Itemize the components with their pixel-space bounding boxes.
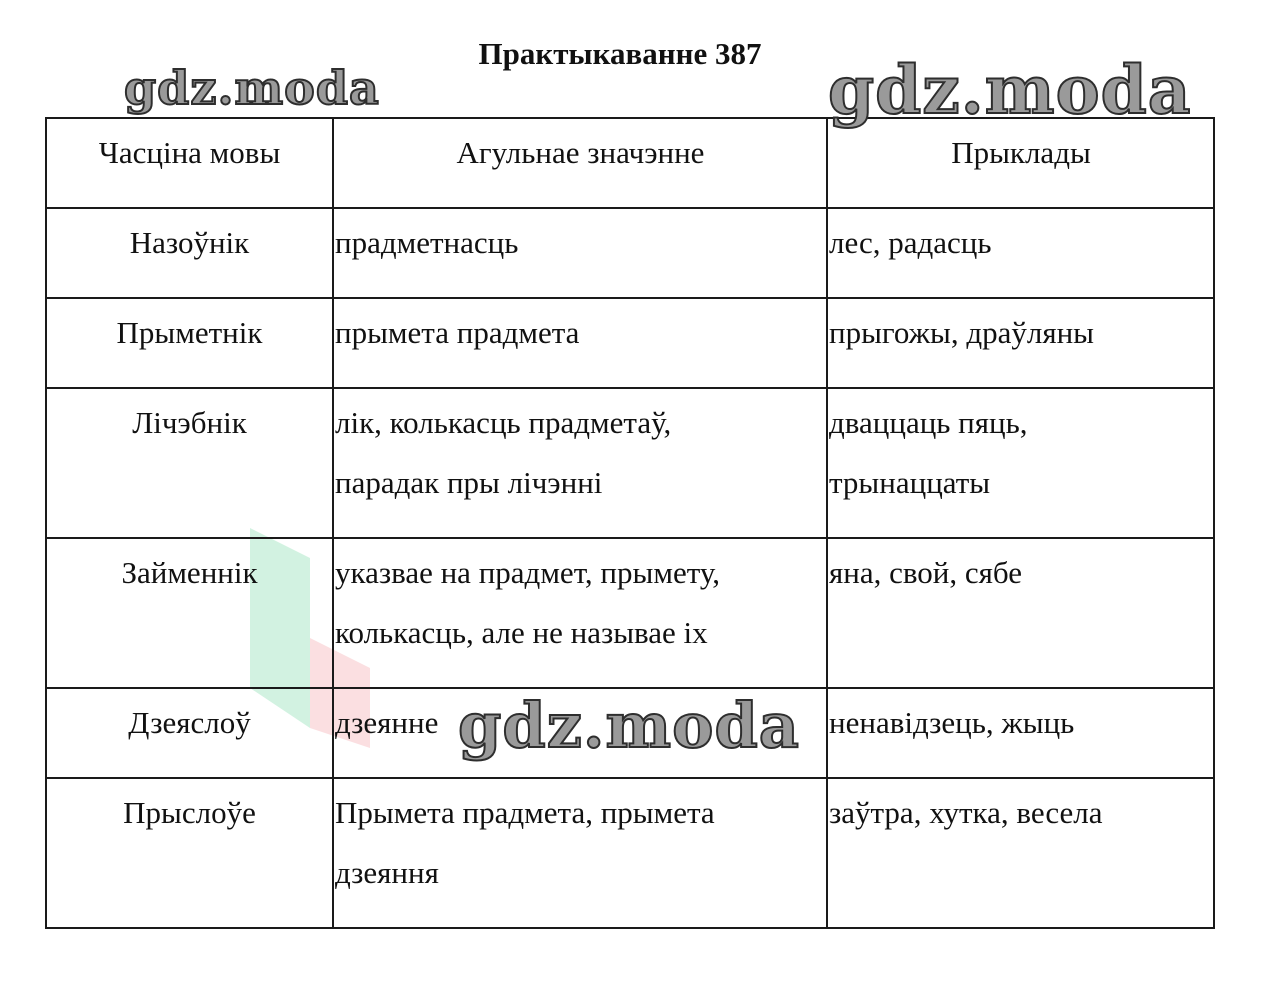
table-row bbox=[46, 388, 1214, 538]
cell-meaning bbox=[333, 208, 827, 298]
cell-meaning bbox=[333, 688, 827, 778]
table-row bbox=[46, 298, 1214, 388]
cell-examples bbox=[827, 298, 1214, 388]
cell-meaning-line: лік, колькасць прадметаў, bbox=[335, 405, 672, 440]
cell-part: Прыслоўе bbox=[46, 778, 333, 928]
table-row bbox=[46, 778, 1214, 928]
cell-meaning bbox=[333, 778, 827, 928]
cell-meaning-line: колькасць, але не называе іх bbox=[335, 615, 708, 650]
cell-part: Лічэбнік bbox=[46, 388, 333, 538]
cell-examples-line: прыгожы, драўляны bbox=[829, 315, 1095, 350]
cell-meaning bbox=[333, 538, 827, 688]
cell-examples-line: дваццаць пяць, bbox=[829, 405, 1028, 440]
cell-meaning-line: прымета прадмета bbox=[335, 315, 580, 350]
cell-meaning-line: дзеянне bbox=[335, 705, 439, 740]
cell-meaning-line: указвае на прадмет, прымету, bbox=[335, 555, 720, 590]
table-row bbox=[46, 538, 1214, 688]
cell-examples-line: ненавідзець, жыць bbox=[829, 705, 1075, 740]
cell-meaning bbox=[333, 388, 827, 538]
cell-examples bbox=[827, 688, 1214, 778]
cell-part: Назоўнік bbox=[46, 208, 333, 298]
header-cell-examples: Прыклады bbox=[827, 118, 1214, 208]
cell-examples-line: трынаццаты bbox=[829, 465, 991, 500]
cell-meaning-line: прадметнасць bbox=[335, 225, 519, 260]
table-header-row bbox=[46, 118, 1214, 208]
header-cell-meaning: Агульнае значэнне bbox=[333, 118, 827, 208]
cell-part: Дзеяслоў bbox=[46, 688, 333, 778]
cell-part: Займеннік bbox=[46, 538, 333, 688]
parts-of-speech-table bbox=[45, 117, 1215, 929]
cell-meaning-line: дзеяння bbox=[335, 855, 439, 890]
cell-meaning-line: Прымета прадмета, прымета bbox=[335, 795, 715, 830]
cell-meaning-line: парадак пры лічэнні bbox=[335, 465, 603, 500]
table-row bbox=[46, 688, 1214, 778]
watermark-text: gdz.moda bbox=[828, 51, 1192, 129]
header-cell-part: Часціна мовы bbox=[46, 118, 333, 208]
cell-examples bbox=[827, 208, 1214, 298]
page-title: Практыкаванне 387 bbox=[478, 36, 762, 71]
cell-part: Прыметнік bbox=[46, 298, 333, 388]
cell-examples-line: яна, свой, сябе bbox=[829, 555, 1023, 590]
cell-meaning bbox=[333, 298, 827, 388]
cell-examples bbox=[827, 388, 1214, 538]
cell-examples-line: лес, радасць bbox=[829, 225, 992, 260]
cell-examples-line: заўтра, хутка, весела bbox=[829, 795, 1103, 830]
watermark-text: gdz.moda bbox=[458, 689, 800, 762]
watermark-text: gdz.moda bbox=[124, 61, 380, 115]
table-row bbox=[46, 208, 1214, 298]
cell-examples bbox=[827, 778, 1214, 928]
cell-examples bbox=[827, 538, 1214, 688]
